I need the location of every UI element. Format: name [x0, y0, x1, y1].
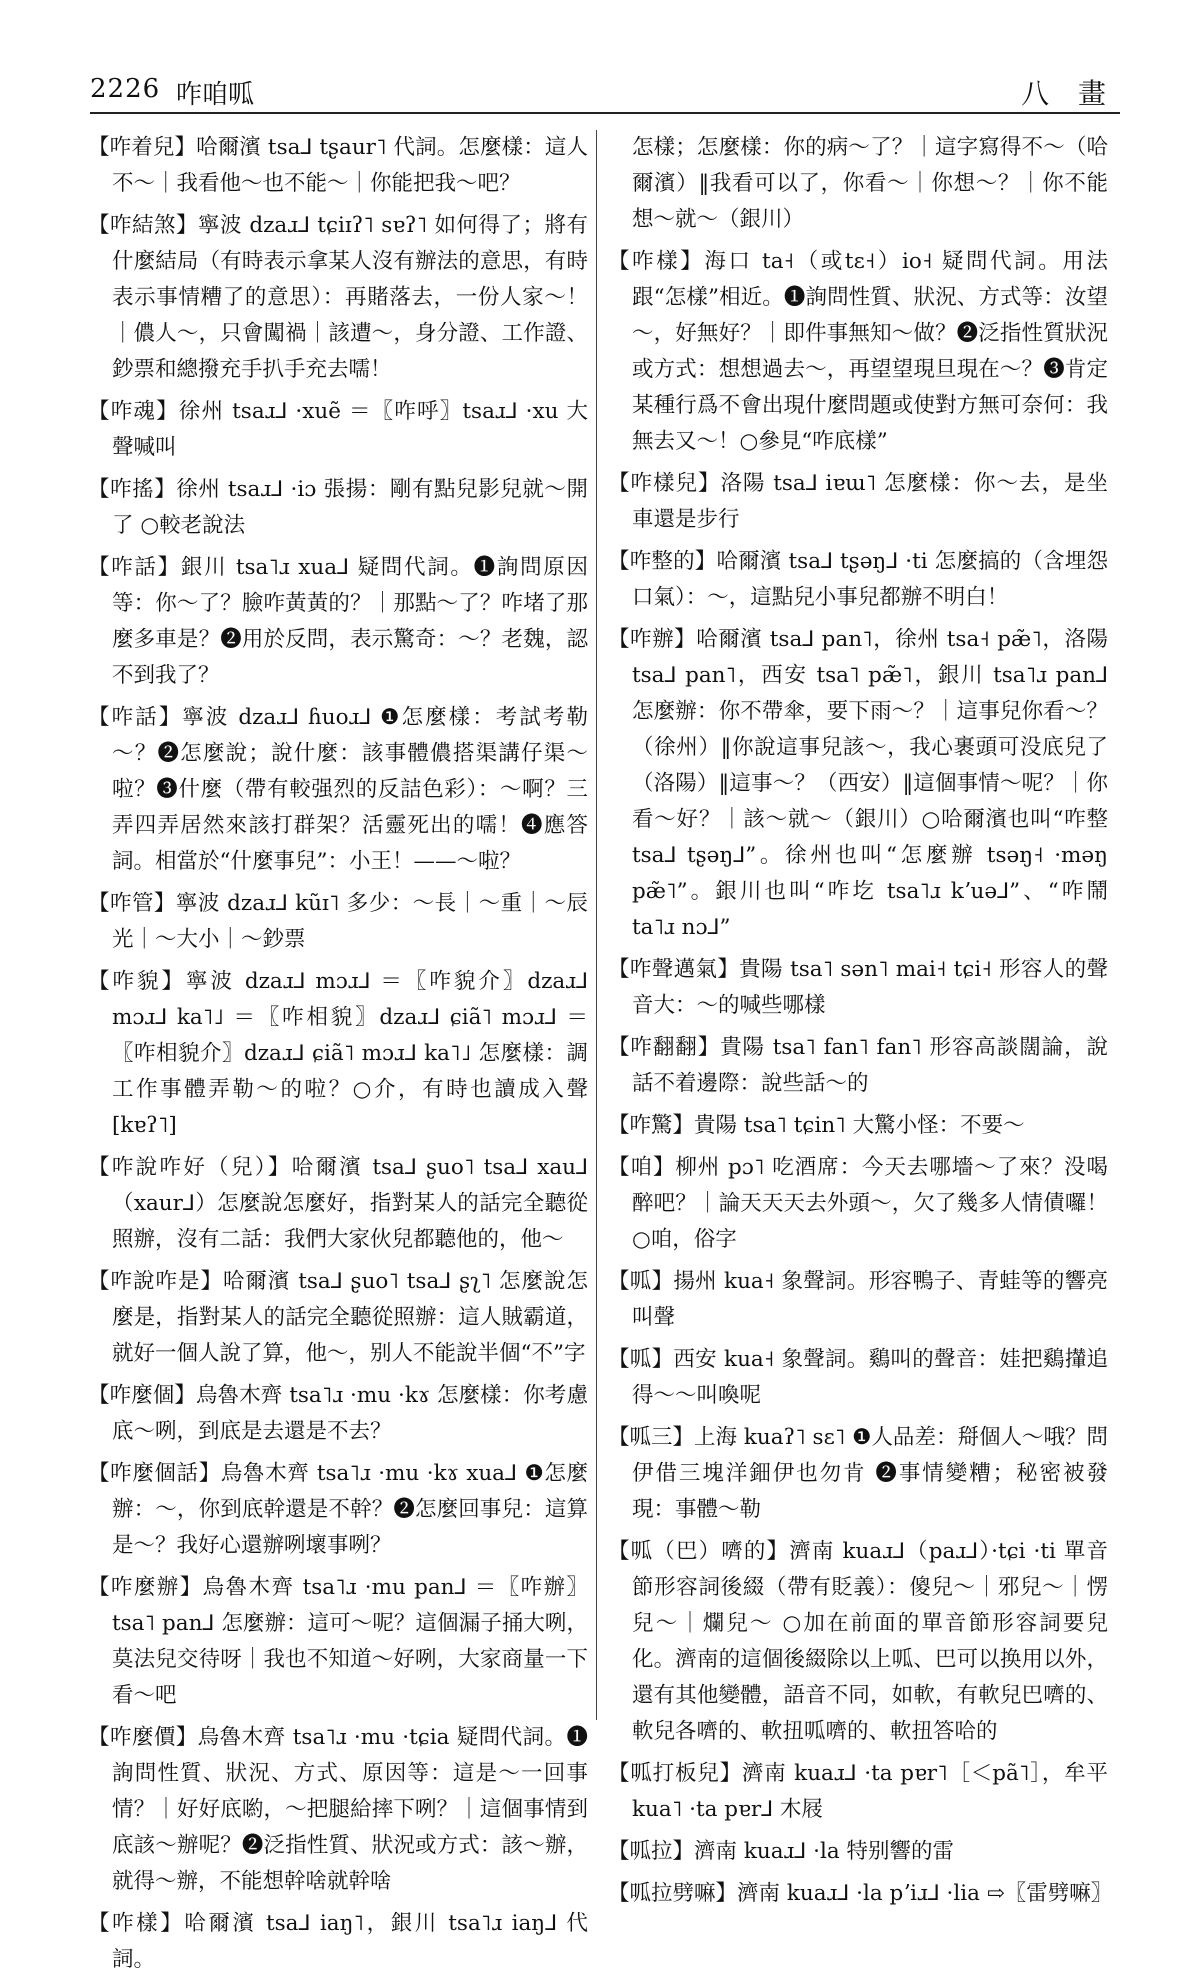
dictionary-entry: 【咋翻翻】貴陽 tsa˥ fan˥ fan˥ 形容高談闊論，說話不着邊際：說些話～的: [608, 1035, 1108, 1096]
dictionary-entry: 【咋樣兒】洛陽 tsa⅃ iɐɯ˥ 怎麼樣：你～去，是坐車還是步行: [608, 471, 1108, 532]
dictionary-entry: 【咱】柳州 pɔ˥ 吃酒席：今天去哪墻～了來？没喝醉吧？｜論天天天去外頭～，欠了幾多人情債囉！○咱，俗字: [608, 1155, 1108, 1252]
dictionary-entry: 【咋話】寧波 dzaɹ⅃ ɦuoɹ⅃ ❶怎麼樣：考試考勒～？❷怎麼說；說什麼：該事體儂搭渠講仔渠～啦？❸什麼（帶有較强烈的反詰色彩）：～啊？三弄四弄居然來該打群架？活靈死出的嚅！❹應答詞。相當於“什麼事兒”：小王！——～啦？: [88, 705, 588, 874]
dictionary-entry: 【咋搖】徐州 tsaɹ⅃ ·iɔ 張揚：剛有點兒影兒就～開了 ○較老說法: [88, 477, 588, 538]
dictionary-entry: 【呱拉】濟南 kuaɹ⅃ ·la 特别響的雷: [608, 1839, 954, 1864]
dictionary-entry: 【呱】揚州 kua˧ 象聲詞。形容鴨子、青蛙等的響亮叫聲: [608, 1269, 1108, 1330]
dictionary-entry: 【咋整的】哈爾濱 tsa⅃ tʂəŋ⅃ ·ti 怎麼搞的（含埋怨口氣）：～，這點兒小事兒都辦不明白！: [608, 549, 1108, 610]
dictionary-entry: 【呱】西安 kua˧ 象聲詞。鷄叫的聲音：娃把鷄攆追得～～叫喚呢: [608, 1347, 1108, 1408]
running-head-characters: 咋咱呱: [176, 80, 255, 110]
right-column: [608, 130, 1113, 1918]
dictionary-entry: 【咋麼價】烏魯木齊 tsa˥ɹ ·mu ·tɕia 疑問代詞。❶詢問性質、狀況、方式、原因等：這是～一回事情？｜好好底喲，～把腿給摔下咧？｜這個事情到底該～辦呢？❷泛指性質、狀況或方式：該～辦，就得～辦，不能想幹啥就幹啥: [88, 1725, 588, 1894]
dictionary-entry: 【咋說咋是】哈爾濱 tsa⅃ ʂuo˥ tsa⅃ ʂʅ˥ 怎麼說怎麼是，指對某人的話完全聽從照辦：這人賊霸道，就好一個人說了算，他～，别人不能說半個“不”字: [88, 1269, 588, 1366]
dictionary-entry: 【咋麼辦】烏魯木齊 tsa˥ɹ ·mu pan⅃ ＝〖咋辦〗tsa˥ pan⅃ 怎麼辦：這可～呢？這個漏子捅大咧，莫法兒交待呀｜我也不知道～好咧，大家商量一下看～吧: [88, 1575, 588, 1708]
dictionary-entry: 【咋聲邁氣】貴陽 tsa˥ sən˥ mai˧ tɕi˧ 形容人的聲音大：～的喊些哪樣: [608, 957, 1108, 1018]
dictionary-entry: 【咋管】寧波 dzaɹ⅃ kũɪ˥ 多少：～長｜～重｜～辰光｜～大小｜～鈔票: [88, 891, 588, 952]
dictionary-entry: 【咋貌】寧波 dzaɹ⅃ mɔɹ⅃ ＝〖咋貌介〗dzaɹ⅃ mɔɹ⅃ ka˥˩ ＝〖咋相貌〗dzaɹ⅃ ɕiã˥ mɔɹ⅃ ＝〖咋相貌介〗dzaɹ⅃ ɕiã˥ mɔɹ⅃ ka˥˩ 怎麼樣：調工作事體弄勒～的啦？○介，有時也讀成入聲[kɐʔ˥]: [88, 969, 588, 1138]
dictionary-entry: 【咋樣】哈爾濱 tsa⅃ iaŋ˥，銀川 tsa˥ɹ iaŋ⅃ 代詞。: [88, 1911, 588, 1972]
page-header: [90, 70, 1120, 114]
dictionary-entry: 【咋麼個】烏魯木齊 tsa˥ɹ ·mu ·kɤ 怎麼樣：你考慮底～咧，到底是去還是不去？: [88, 1383, 588, 1444]
dictionary-entry: 【咋辦】哈爾濱 tsa⅃ pan˥，徐州 tsa˧ pæ̃˥，洛陽 tsa⅃ pan˥，西安 tsa˥ pæ̃˥，銀川 tsa˥ɹ pan⅃ 怎麼辦：你不帶傘，要下雨～？｜這事兒你看～？（徐州）‖你說這事兒該～，我心裹頭可没底兒了（洛陽）‖這事～？（西安）‖這個事情～呢？｜你看～好？｜該～就～（銀川）○哈爾濱也叫“咋整 tsa⅃ tʂəŋ⅃”。徐州也叫“怎麼辦 tsəŋ˧ ·məŋ pæ̃˥”。銀川也叫“咋圪 tsa˥ɹ kʼuə⅃”、“咋鬧 ta˥ɹ nɔ⅃”: [608, 627, 1108, 940]
dictionary-entry: 【咋着兒】哈爾濱 tsa⅃ tʂaur˥ 代詞。怎麼樣：這人不～｜我看他～也不能～｜你能把我～吧？: [88, 135, 588, 196]
page-number: 2226: [90, 74, 161, 104]
dictionary-entry: 【咋樣】海口 ta˧（或tɛ˧）io˧ 疑問代詞。用法跟“怎樣”相近。❶詢問性質、狀況、方式等：汝望～，好無好？｜即件事無知～做？❷泛指性質狀況或方式：想想過去～，再望望現旦現在～？❸肯定某種行爲不會出現什麼問題或使對方無可奈何：我無去又～！○參見“咋底樣”: [608, 249, 1108, 454]
dictionary-entry: 【呱打板兒】濟南 kuaɹ⅃ ·ta pɐr˥［＜pã˥］，牟平 kua˥ ·ta pɐr⅃ 木屐: [608, 1761, 1108, 1822]
dictionary-entry: 【咋話】銀川 tsa˥ɹ xua⅃ 疑問代詞。❶詢問原因等：你～了？臉咋黃黃的？｜那點～了？咋堵了那麼多車是？❷用於反問，表示驚奇：～？老魏，認不到我了？: [88, 555, 588, 688]
dictionary-entry: 【呱三】上海 kuaʔ˥ sɛ˥ ❶人品差：搿個人～哦？問伊借三塊洋鈿伊也勿肯 ❷事情變糟；秘密被發現：事體～勒: [608, 1425, 1108, 1522]
dictionary-entry: 【咋結煞】寧波 dzaɹ⅃ tɕiɪʔ˥ sɐʔ˥ 如何得了；將有什麼結局（有時表示拿某人沒有辦法的意思，有時表示事情糟了的意思）：再賭落去，一份人家～！｜儂人～，只會闖禍｜該遭～，身分證、工作證、鈔票和總撥充手扒手充去嚅！: [88, 213, 588, 382]
dictionary-entry: 【咋魂】徐州 tsaɹ⅃ ·xuẽ ＝〖咋呼〗tsaɹ⅃ ·xu 大聲喊叫: [88, 399, 588, 460]
header-rule: [90, 112, 1120, 114]
dictionary-entry: 【呱拉劈嘛】濟南 kuaɹ⅃ ·la pʼiɹ⅃ ·lia ⇨〖雷劈嘛〗: [608, 1881, 1113, 1906]
dictionary-entry: 怎樣；怎麼樣：你的病～了？｜這字寫得不～（哈爾濱）‖我看可以了，你看～｜你想～？｜你不能想～就～（銀川）: [632, 135, 1108, 232]
section-heading: 八 畫: [1021, 77, 1116, 110]
column-divider: [596, 130, 597, 1720]
dictionary-entry: 【呱（巴）嚌的】濟南 kuaɹ⅃（paɹ⅃）·tɕi ·ti 單音節形容詞後綴（帶有貶義）：傻兒～｜邪兒～｜愣兒～｜爛兒～ ○加在前面的單音節形容詞要兒化。濟南的這個後綴除以上呱、巴可以换用以外，還有其他變體，語音不同，如軟，有軟兒巴嚌的、軟兒各嚌的、軟扭呱嚌的、軟扭答哈的: [608, 1539, 1108, 1744]
dictionary-entry: 【咋麼個話】烏魯木齊 tsa˥ɹ ·mu ·kɤ xua⅃ ❶怎麼辦：～，你到底幹還是不幹？❷怎麼回事兒：這算是～？我好心還辦咧壞事咧？: [88, 1461, 588, 1558]
dictionary-entry: 【咋說咋好（兒）】哈爾濱 tsa⅃ ʂuo˥ tsa⅃ xau⅃（xaur⅃）怎麼說怎麼好，指對某人的話完全聽從照辦，沒有二話：我們大家伙兒都聽他的，他～: [88, 1155, 588, 1252]
left-column: [88, 130, 588, 1984]
dictionary-entry: 【咋驚】貴陽 tsa˥ tɕin˥ 大驚小怪：不要～: [608, 1113, 1025, 1138]
